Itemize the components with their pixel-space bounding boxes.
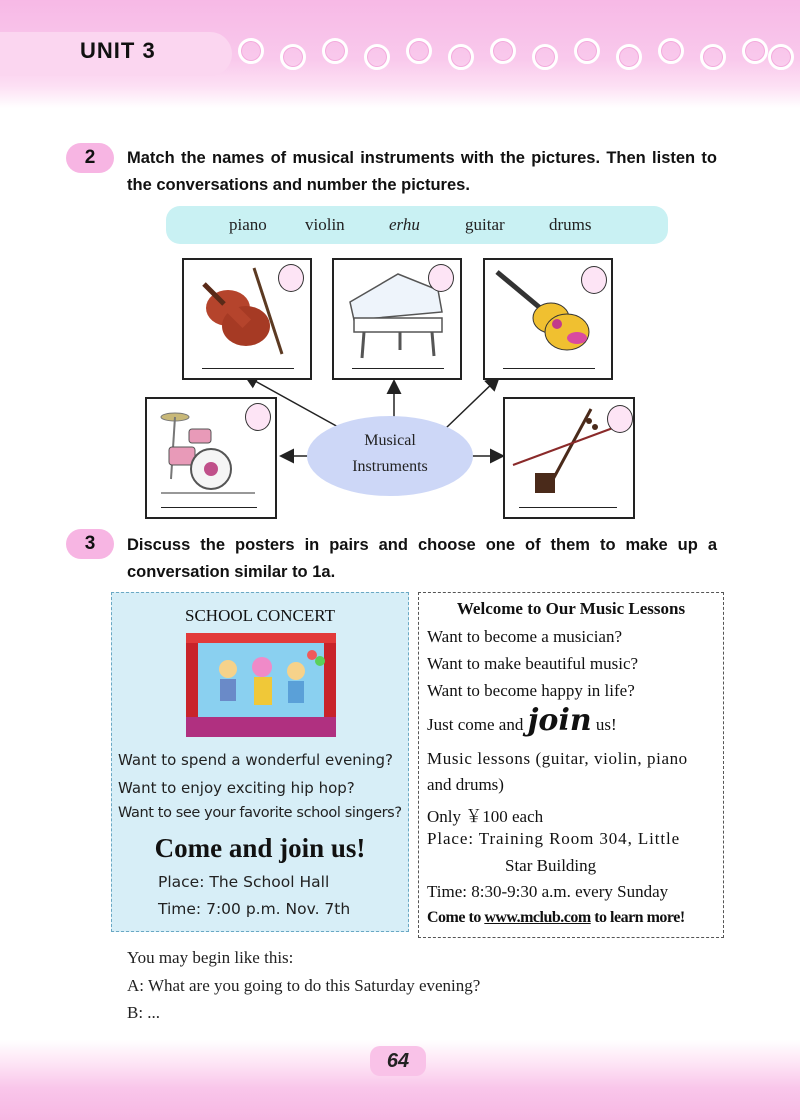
- join-word: join: [527, 703, 592, 738]
- poster-line: Want to see your favorite school singers?: [118, 805, 402, 821]
- begin-prompt: You may begin like this:: [127, 948, 294, 967]
- picture-box-drums: [145, 397, 277, 519]
- poster-line: Want to spend a wonderful evening?: [118, 751, 393, 769]
- answer-line[interactable]: [519, 507, 617, 508]
- website-link[interactable]: www.mclub.com: [484, 909, 591, 926]
- footer-post: to learn more!: [594, 909, 685, 926]
- poster-place: Place: Training Room 304, Little: [427, 829, 681, 848]
- poster-time: Time: 8:30-9:30 a.m. every Sunday: [427, 882, 669, 901]
- answer-line[interactable]: [352, 368, 444, 369]
- exercise-number-2: 2: [66, 143, 114, 173]
- poster-footer: [427, 909, 685, 927]
- dialogue-line-b: B: ...: [127, 1003, 161, 1022]
- join-pre-text: Just come and: [427, 715, 524, 734]
- poster-place: Place: The School Hall: [158, 873, 330, 891]
- poster-line: Want to become a musician?: [427, 627, 623, 646]
- picture-box-piano: [332, 258, 462, 380]
- number-circle[interactable]: [581, 266, 607, 294]
- arrow-to-guitar: [446, 378, 498, 428]
- poster-line: Music lessons (guitar, violin, piano: [427, 749, 688, 768]
- answer-line[interactable]: [503, 368, 595, 369]
- page-number: 64: [370, 1046, 426, 1076]
- poster-title: Welcome to Our Music Lessons: [456, 599, 686, 618]
- poster-slogan: Come and join us!: [154, 833, 366, 863]
- answer-line[interactable]: [161, 507, 257, 508]
- exercise-2-instruction: Match the names of musical instruments with the pictures. Then listen to the conversations and number the pictures.: [127, 149, 717, 194]
- center-label: [307, 416, 473, 496]
- picture-box-guitar: [483, 258, 613, 380]
- poster-school-concert: [111, 592, 409, 932]
- poster-line: Want to make beautiful music?: [427, 654, 639, 673]
- poster-line: and drums): [427, 775, 504, 794]
- poster-line: Want to become happy in life?: [427, 681, 635, 700]
- word-violin: violin: [305, 215, 345, 234]
- dialogue-line-a: A: What are you going to do this Saturday evening?: [127, 976, 481, 995]
- poster-place-cont: Star Building: [505, 856, 597, 875]
- center-label-line1: Musical: [364, 432, 416, 449]
- number-circle[interactable]: [278, 264, 304, 292]
- number-circle[interactable]: [245, 403, 271, 431]
- concert-stage-image: [186, 633, 336, 737]
- word-piano: piano: [229, 215, 267, 234]
- exercise-3-instruction: Discuss the posters in pairs and choose one of them to make up a conversation similar to 1a.: [127, 536, 717, 581]
- poster-title: SCHOOL CONCERT: [185, 606, 335, 625]
- poster-music-lessons: [418, 592, 724, 938]
- answer-line[interactable]: [202, 368, 294, 369]
- poster-join-line: [427, 703, 617, 738]
- word-guitar: guitar: [465, 215, 505, 234]
- poster-line: Want to enjoy exciting hip hop?: [118, 779, 355, 797]
- exercise-number-3: 3: [66, 529, 114, 559]
- center-label-line2: Instruments: [352, 458, 428, 475]
- poster-time: Time: 7:00 p.m. Nov. 7th: [158, 900, 351, 918]
- footer-pre: Come to: [427, 909, 481, 926]
- number-circle[interactable]: [607, 405, 633, 433]
- picture-box-erhu: [503, 397, 635, 519]
- picture-box-violin: [182, 258, 312, 380]
- number-circle[interactable]: [428, 264, 454, 292]
- word-drums: drums: [549, 215, 592, 234]
- join-post-text: us!: [595, 715, 617, 734]
- unit-title: UNIT 3: [80, 38, 156, 63]
- word-erhu: erhu: [389, 215, 420, 234]
- poster-price: Only ￥100 each: [427, 807, 544, 826]
